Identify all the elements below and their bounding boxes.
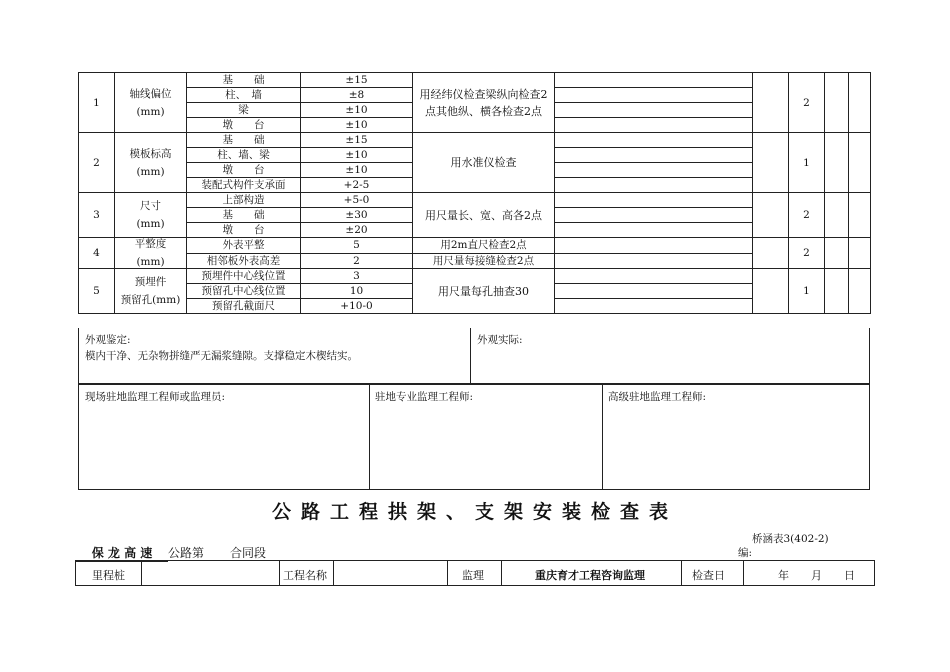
item-name xyxy=(115,133,187,193)
measured-value xyxy=(555,284,753,299)
extra xyxy=(849,269,871,314)
tolerance: 5 xyxy=(301,238,413,254)
measured-value xyxy=(555,73,753,88)
sub-item: 墩 台 xyxy=(187,223,301,238)
header-row xyxy=(75,560,875,586)
measured-value xyxy=(555,223,753,238)
pass-rate xyxy=(753,238,789,269)
item-number: 4 xyxy=(79,238,115,269)
appearance-section xyxy=(78,328,870,384)
pass-rate xyxy=(753,73,789,133)
item-number: 3 xyxy=(79,193,115,238)
measured-value xyxy=(555,253,753,269)
item-unit: (mm) xyxy=(136,105,165,118)
supervisor-value: 重庆育才工程咨询监理 xyxy=(535,569,645,582)
sub-item: 梁 xyxy=(187,103,301,118)
tolerance: ±8 xyxy=(301,88,413,103)
tolerance: 2 xyxy=(301,253,413,269)
serial-label: 编: xyxy=(738,547,753,559)
tolerance: ±10 xyxy=(301,163,413,178)
pass-rate xyxy=(753,193,789,238)
table-row xyxy=(79,133,871,148)
score xyxy=(825,269,849,314)
mileage-label: 里程桩 xyxy=(92,569,125,582)
sub-item: 墩 台 xyxy=(187,118,301,133)
sub-item: 基 础 xyxy=(187,208,301,223)
measured-value xyxy=(555,118,753,133)
weight: 1 xyxy=(789,133,825,193)
actual-label: 外观实际: xyxy=(477,334,523,346)
tolerance: 3 xyxy=(301,269,413,284)
sub-item: 上部构造 xyxy=(187,193,301,208)
measured-value xyxy=(555,103,753,118)
supervisor-label: 监理 xyxy=(462,569,484,582)
road-suffix: 公路第 xyxy=(168,546,205,560)
item-unit: (mm) xyxy=(136,256,165,268)
weight: 2 xyxy=(789,73,825,133)
tolerance: +5-0 xyxy=(301,193,413,208)
table-row xyxy=(79,73,871,88)
sub-item: 基 础 xyxy=(187,133,301,148)
road-name: 保 龙 高 速 xyxy=(76,544,168,562)
sub-item: 预埋件中心线位置 xyxy=(187,269,301,284)
table-row xyxy=(79,193,871,208)
extra xyxy=(849,133,871,193)
item-label: 模板标高 xyxy=(129,147,172,160)
check-method: 用尺量长、宽、高各2点 xyxy=(413,193,555,238)
measured-value xyxy=(555,193,753,208)
sub-item: 预留孔截面尺 xyxy=(187,299,301,314)
table-row xyxy=(79,238,871,254)
appearance-text: 模内干净、无杂物拼缝严无漏浆缝隙。支撑稳定木楔结实。 xyxy=(85,350,358,362)
item-label: 预埋件 xyxy=(134,276,167,288)
weight: 2 xyxy=(789,238,825,269)
item-label: 轴线偏位 xyxy=(129,87,172,100)
sub-item: 柱、墙、梁 xyxy=(187,148,301,163)
item-name xyxy=(115,73,187,133)
section-suffix: 合同段 xyxy=(230,546,267,560)
score xyxy=(825,193,849,238)
item-name xyxy=(115,238,187,269)
item-unit: (mm) xyxy=(136,165,165,178)
sub-item: 墩 台 xyxy=(187,163,301,178)
project-label: 工程名称 xyxy=(283,569,327,582)
table-row xyxy=(79,269,871,284)
sub-item: 装配式构件支承面 xyxy=(187,178,301,193)
sub-item: 基 础 xyxy=(187,73,301,88)
measured-value xyxy=(555,238,753,254)
measured-value xyxy=(555,299,753,314)
pass-rate xyxy=(753,133,789,193)
form-title: 公路工程拱架、支架安装检查表 xyxy=(271,501,678,523)
extra xyxy=(849,193,871,238)
weight: 1 xyxy=(789,269,825,314)
pass-rate xyxy=(753,269,789,314)
check-method: 用经纬仪检查梁纵向检查2点其他纵、横各检查2点 xyxy=(413,73,555,133)
tolerance: ±15 xyxy=(301,73,413,88)
item-name xyxy=(115,269,187,314)
tolerance: ±10 xyxy=(301,103,413,118)
appearance-label: 外观鉴定: xyxy=(85,334,131,346)
measured-value xyxy=(555,178,753,193)
weight: 2 xyxy=(789,193,825,238)
form-code: 桥涵表3(402-2) xyxy=(752,533,829,545)
check-method: 用尺量每接缝检查2点 xyxy=(413,253,555,269)
measured-value xyxy=(555,148,753,163)
date-value: 年 月 日 xyxy=(778,569,855,582)
item-label: 尺寸 xyxy=(140,200,161,212)
tolerance: ±20 xyxy=(301,223,413,238)
sub-item: 预留孔中心线位置 xyxy=(187,284,301,299)
score xyxy=(825,238,849,269)
tolerance: ±30 xyxy=(301,208,413,223)
measured-value xyxy=(555,133,753,148)
item-name xyxy=(115,193,187,238)
sub-item: 外表平整 xyxy=(187,238,301,254)
date-label: 检查日 xyxy=(692,569,725,582)
extra xyxy=(849,73,871,133)
inspection-table xyxy=(78,72,871,314)
tolerance: 10 xyxy=(301,284,413,299)
tolerance: +10-0 xyxy=(301,299,413,314)
item-unit: (mm) xyxy=(136,218,165,230)
measured-value xyxy=(555,269,753,284)
measured-value xyxy=(555,163,753,178)
check-method: 用水准仪检查 xyxy=(413,133,555,193)
tolerance: ±10 xyxy=(301,148,413,163)
measured-value xyxy=(555,208,753,223)
table-row xyxy=(79,253,871,269)
senior-engineer-label: 高级驻地监理工程师: xyxy=(608,391,707,403)
item-unit: 预留孔(mm) xyxy=(120,294,181,306)
score xyxy=(825,73,849,133)
tolerance: +2-5 xyxy=(301,178,413,193)
score xyxy=(825,133,849,193)
tolerance: ±10 xyxy=(301,118,413,133)
sub-item: 相邻板外表高差 xyxy=(187,253,301,269)
item-number: 1 xyxy=(79,73,115,133)
specialist-engineer-label: 驻地专业监理工程师: xyxy=(375,391,474,403)
sub-item: 柱、 墙 xyxy=(187,88,301,103)
tolerance: ±15 xyxy=(301,133,413,148)
check-method: 用2m直尺检查2点 xyxy=(413,238,555,254)
extra xyxy=(849,238,871,269)
site-engineer-label: 现场驻地监理工程师或监理员: xyxy=(85,391,226,403)
item-number: 2 xyxy=(79,133,115,193)
item-label: 平整度 xyxy=(134,238,167,250)
signature-section xyxy=(78,384,870,490)
item-number: 5 xyxy=(79,269,115,314)
measured-value xyxy=(555,88,753,103)
check-method: 用尺量每孔抽查30 xyxy=(413,269,555,314)
